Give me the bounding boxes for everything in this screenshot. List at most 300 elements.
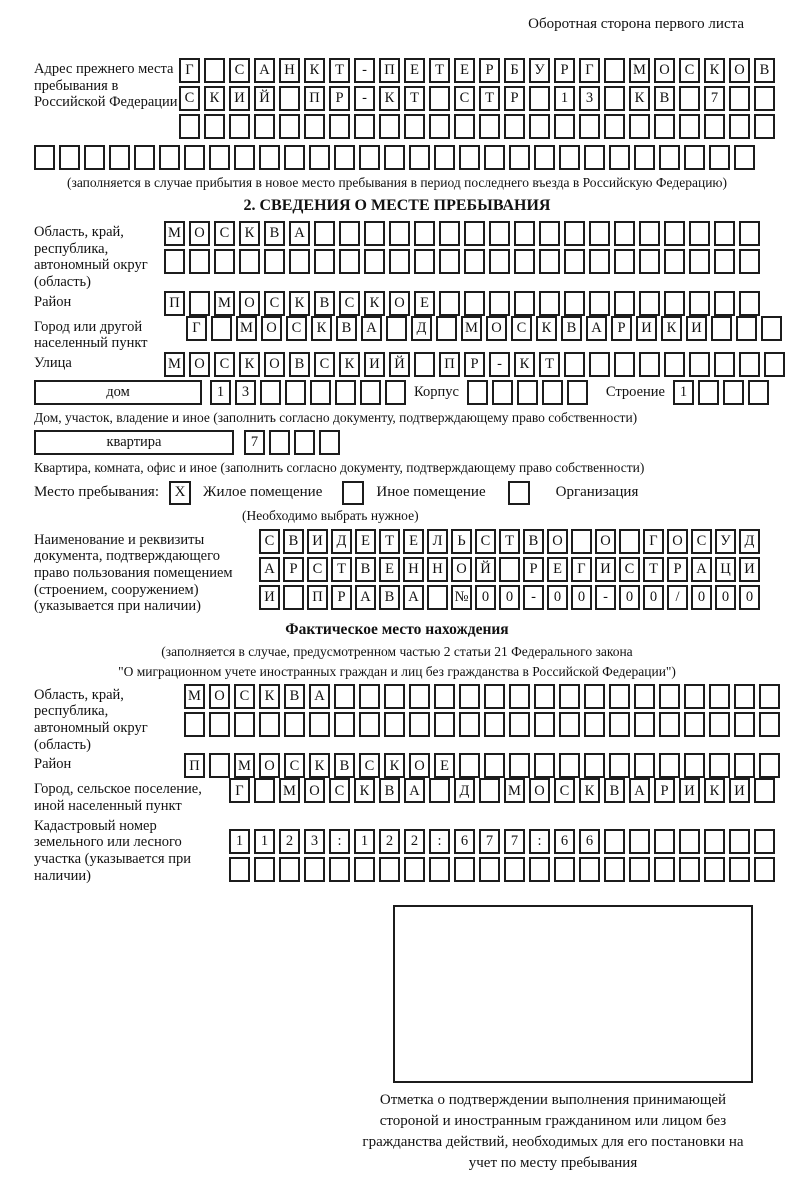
char-cell[interactable] [517, 380, 538, 405]
char-cell[interactable] [489, 249, 510, 274]
char-cell[interactable] [584, 753, 605, 778]
char-cell[interactable] [385, 380, 406, 405]
char-cell[interactable] [704, 829, 725, 854]
char-cell[interactable] [689, 352, 710, 377]
char-cell[interactable] [539, 249, 560, 274]
char-cell[interactable]: С [259, 529, 280, 554]
char-cell[interactable]: С [307, 557, 328, 582]
char-cell[interactable]: С [286, 316, 307, 341]
char-cell[interactable]: Р [283, 557, 304, 582]
char-cell[interactable]: О [729, 58, 750, 83]
char-cell[interactable] [639, 291, 660, 316]
char-cell[interactable]: М [461, 316, 482, 341]
char-cell[interactable]: М [236, 316, 257, 341]
char-cell[interactable]: П [439, 352, 460, 377]
char-cell[interactable]: О [529, 778, 550, 803]
char-cell[interactable]: : [329, 829, 350, 854]
char-cell[interactable] [309, 712, 330, 737]
char-cell[interactable] [439, 249, 460, 274]
char-cell[interactable] [604, 829, 625, 854]
char-cell[interactable]: О [389, 291, 410, 316]
char-cell[interactable] [329, 857, 350, 882]
char-cell[interactable] [534, 145, 555, 170]
char-cell[interactable]: Й [389, 352, 410, 377]
char-cell[interactable] [499, 557, 520, 582]
char-cell[interactable] [279, 114, 300, 139]
char-cell[interactable] [409, 712, 430, 737]
char-cell[interactable] [429, 778, 450, 803]
char-cell[interactable]: Д [411, 316, 432, 341]
char-cell[interactable] [739, 291, 760, 316]
char-cell[interactable]: У [529, 58, 550, 83]
char-cell[interactable]: 0 [643, 585, 664, 610]
char-cell[interactable] [659, 684, 680, 709]
char-cell[interactable] [454, 857, 475, 882]
char-cell[interactable]: К [239, 221, 260, 246]
char-cell[interactable]: В [561, 316, 582, 341]
char-cell[interactable] [654, 829, 675, 854]
char-cell[interactable] [289, 249, 310, 274]
char-cell[interactable]: Г [179, 58, 200, 83]
char-cell[interactable]: С [314, 352, 335, 377]
char-cell[interactable]: 7 [504, 829, 525, 854]
char-cell[interactable]: М [164, 221, 185, 246]
char-cell[interactable]: А [355, 585, 376, 610]
char-cell[interactable] [589, 249, 610, 274]
char-cell[interactable] [386, 316, 407, 341]
char-cell[interactable] [754, 857, 775, 882]
char-cell[interactable]: К [704, 778, 725, 803]
char-cell[interactable] [429, 86, 450, 111]
char-cell[interactable]: С [511, 316, 532, 341]
char-cell[interactable] [739, 249, 760, 274]
char-cell[interactable] [734, 145, 755, 170]
char-cell[interactable] [409, 145, 430, 170]
char-cell[interactable] [761, 316, 782, 341]
char-cell[interactable]: Ь [451, 529, 472, 554]
char-cell[interactable] [359, 684, 380, 709]
char-cell[interactable]: 0 [691, 585, 712, 610]
char-cell[interactable] [748, 380, 769, 405]
char-cell[interactable]: А [629, 778, 650, 803]
char-cell[interactable]: К [379, 86, 400, 111]
char-cell[interactable]: К [354, 778, 375, 803]
char-cell[interactable] [571, 529, 592, 554]
char-cell[interactable]: А [404, 778, 425, 803]
char-cell[interactable]: К [311, 316, 332, 341]
char-cell[interactable]: Г [579, 58, 600, 83]
char-cell[interactable] [429, 857, 450, 882]
char-cell[interactable]: М [184, 684, 205, 709]
char-cell[interactable]: А [403, 585, 424, 610]
char-cell[interactable] [514, 221, 535, 246]
char-cell[interactable]: 7 [704, 86, 725, 111]
char-cell[interactable]: 1 [254, 829, 275, 854]
checkbox-residential[interactable]: X [169, 481, 191, 505]
char-cell[interactable]: У [715, 529, 736, 554]
char-cell[interactable]: И [259, 585, 280, 610]
char-cell[interactable] [654, 857, 675, 882]
char-cell[interactable] [514, 291, 535, 316]
char-cell[interactable] [354, 857, 375, 882]
char-cell[interactable]: Л [427, 529, 448, 554]
char-cell[interactable] [314, 249, 335, 274]
char-cell[interactable] [564, 291, 585, 316]
char-cell[interactable]: - [523, 585, 544, 610]
char-cell[interactable]: 1 [354, 829, 375, 854]
char-cell[interactable] [464, 249, 485, 274]
char-cell[interactable] [679, 86, 700, 111]
char-cell[interactable] [614, 291, 635, 316]
char-cell[interactable] [739, 352, 760, 377]
char-cell[interactable]: М [629, 58, 650, 83]
char-cell[interactable]: Р [479, 58, 500, 83]
char-cell[interactable] [329, 114, 350, 139]
char-cell[interactable]: А [289, 221, 310, 246]
char-cell[interactable] [729, 829, 750, 854]
char-cell[interactable]: Е [454, 58, 475, 83]
char-cell[interactable] [389, 249, 410, 274]
char-cell[interactable] [534, 684, 555, 709]
char-cell[interactable]: М [234, 753, 255, 778]
char-cell[interactable]: Й [254, 86, 275, 111]
char-cell[interactable]: 7 [244, 430, 265, 455]
char-cell[interactable] [304, 114, 325, 139]
char-cell[interactable]: Н [403, 557, 424, 582]
char-cell[interactable]: С [284, 753, 305, 778]
char-cell[interactable] [254, 857, 275, 882]
char-cell[interactable]: : [529, 829, 550, 854]
char-cell[interactable] [764, 352, 785, 377]
char-cell[interactable] [464, 291, 485, 316]
char-cell[interactable] [184, 145, 205, 170]
char-cell[interactable] [714, 291, 735, 316]
char-cell[interactable] [439, 291, 460, 316]
char-cell[interactable]: Г [643, 529, 664, 554]
char-cell[interactable] [259, 712, 280, 737]
char-cell[interactable]: - [354, 86, 375, 111]
char-cell[interactable] [59, 145, 80, 170]
char-cell[interactable]: С [264, 291, 285, 316]
char-cell[interactable]: Е [547, 557, 568, 582]
char-cell[interactable]: С [179, 86, 200, 111]
char-cell[interactable]: 3 [304, 829, 325, 854]
char-cell[interactable] [629, 114, 650, 139]
char-cell[interactable] [334, 145, 355, 170]
char-cell[interactable]: С [691, 529, 712, 554]
char-cell[interactable] [559, 145, 580, 170]
char-cell[interactable] [364, 221, 385, 246]
char-cell[interactable] [609, 145, 630, 170]
char-cell[interactable] [754, 86, 775, 111]
char-cell[interactable] [339, 249, 360, 274]
char-cell[interactable] [659, 753, 680, 778]
char-cell[interactable] [454, 114, 475, 139]
char-cell[interactable]: М [504, 778, 525, 803]
char-cell[interactable] [354, 114, 375, 139]
char-cell[interactable]: К [661, 316, 682, 341]
char-cell[interactable]: Н [427, 557, 448, 582]
char-cell[interactable] [664, 249, 685, 274]
char-cell[interactable] [534, 712, 555, 737]
char-cell[interactable]: 1 [229, 829, 250, 854]
char-cell[interactable] [504, 114, 525, 139]
char-cell[interactable]: Е [414, 291, 435, 316]
char-cell[interactable] [436, 316, 457, 341]
char-cell[interactable]: № [451, 585, 472, 610]
char-cell[interactable] [214, 249, 235, 274]
char-cell[interactable] [709, 753, 730, 778]
char-cell[interactable] [754, 778, 775, 803]
char-cell[interactable] [459, 712, 480, 737]
char-cell[interactable]: О [239, 291, 260, 316]
char-cell[interactable]: Р [464, 352, 485, 377]
char-cell[interactable] [134, 145, 155, 170]
char-cell[interactable]: А [254, 58, 275, 83]
char-cell[interactable]: 6 [554, 829, 575, 854]
char-cell[interactable] [736, 316, 757, 341]
char-cell[interactable] [179, 114, 200, 139]
char-cell[interactable] [634, 684, 655, 709]
char-cell[interactable]: И [595, 557, 616, 582]
char-cell[interactable]: 1 [554, 86, 575, 111]
char-cell[interactable] [209, 712, 230, 737]
char-cell[interactable]: К [204, 86, 225, 111]
char-cell[interactable] [664, 352, 685, 377]
char-cell[interactable] [664, 291, 685, 316]
char-cell[interactable]: В [604, 778, 625, 803]
char-cell[interactable]: Т [479, 86, 500, 111]
char-cell[interactable] [579, 857, 600, 882]
char-cell[interactable]: Г [186, 316, 207, 341]
char-cell[interactable]: К [309, 753, 330, 778]
char-cell[interactable]: О [189, 352, 210, 377]
char-cell[interactable]: В [284, 684, 305, 709]
char-cell[interactable] [234, 145, 255, 170]
checkbox-other-premises[interactable] [342, 481, 364, 505]
char-cell[interactable] [514, 249, 535, 274]
char-cell[interactable]: О [654, 58, 675, 83]
char-cell[interactable]: 0 [571, 585, 592, 610]
char-cell[interactable]: 0 [475, 585, 496, 610]
char-cell[interactable]: Р [329, 86, 350, 111]
char-cell[interactable] [614, 249, 635, 274]
char-cell[interactable] [309, 145, 330, 170]
char-cell[interactable] [109, 145, 130, 170]
char-cell[interactable] [564, 249, 585, 274]
char-cell[interactable] [564, 221, 585, 246]
char-cell[interactable] [559, 753, 580, 778]
char-cell[interactable]: Т [429, 58, 450, 83]
char-cell[interactable] [589, 221, 610, 246]
char-cell[interactable] [639, 352, 660, 377]
char-cell[interactable] [189, 291, 210, 316]
char-cell[interactable] [759, 753, 780, 778]
char-cell[interactable] [484, 684, 505, 709]
char-cell[interactable] [264, 249, 285, 274]
char-cell[interactable] [204, 58, 225, 83]
char-cell[interactable] [509, 145, 530, 170]
char-cell[interactable] [579, 114, 600, 139]
char-cell[interactable] [684, 145, 705, 170]
char-cell[interactable]: Д [454, 778, 475, 803]
char-cell[interactable] [634, 712, 655, 737]
char-cell[interactable]: Т [643, 557, 664, 582]
char-cell[interactable]: О [261, 316, 282, 341]
char-cell[interactable]: В [336, 316, 357, 341]
char-cell[interactable] [604, 58, 625, 83]
char-cell[interactable]: П [164, 291, 185, 316]
char-cell[interactable] [659, 145, 680, 170]
char-cell[interactable]: К [304, 58, 325, 83]
char-cell[interactable] [234, 712, 255, 737]
char-cell[interactable] [584, 684, 605, 709]
char-cell[interactable] [734, 753, 755, 778]
char-cell[interactable]: С [339, 291, 360, 316]
char-cell[interactable] [414, 221, 435, 246]
char-cell[interactable] [714, 249, 735, 274]
char-cell[interactable] [279, 857, 300, 882]
char-cell[interactable] [654, 114, 675, 139]
char-cell[interactable] [723, 380, 744, 405]
char-cell[interactable] [319, 430, 340, 455]
char-cell[interactable]: И [739, 557, 760, 582]
char-cell[interactable] [259, 145, 280, 170]
char-cell[interactable]: К [259, 684, 280, 709]
char-cell[interactable] [554, 857, 575, 882]
char-cell[interactable]: 0 [499, 585, 520, 610]
char-cell[interactable] [689, 249, 710, 274]
char-cell[interactable]: Й [475, 557, 496, 582]
char-cell[interactable] [479, 857, 500, 882]
char-cell[interactable]: Д [331, 529, 352, 554]
char-cell[interactable]: 6 [454, 829, 475, 854]
char-cell[interactable] [684, 712, 705, 737]
char-cell[interactable]: В [289, 352, 310, 377]
char-cell[interactable] [209, 753, 230, 778]
char-cell[interactable]: Р [504, 86, 525, 111]
char-cell[interactable] [335, 380, 356, 405]
char-cell[interactable]: 3 [579, 86, 600, 111]
char-cell[interactable]: С [234, 684, 255, 709]
char-cell[interactable]: 0 [739, 585, 760, 610]
char-cell[interactable]: С [619, 557, 640, 582]
char-cell[interactable] [709, 684, 730, 709]
char-cell[interactable] [414, 352, 435, 377]
char-cell[interactable]: С [229, 58, 250, 83]
char-cell[interactable]: Р [611, 316, 632, 341]
char-cell[interactable] [529, 857, 550, 882]
char-cell[interactable]: И [686, 316, 707, 341]
char-cell[interactable]: О [209, 684, 230, 709]
char-cell[interactable] [529, 114, 550, 139]
char-cell[interactable]: / [667, 585, 688, 610]
char-cell[interactable] [360, 380, 381, 405]
char-cell[interactable]: И [729, 778, 750, 803]
char-cell[interactable] [734, 712, 755, 737]
char-cell[interactable]: Т [539, 352, 560, 377]
char-cell[interactable] [609, 712, 630, 737]
char-cell[interactable] [384, 684, 405, 709]
char-cell[interactable] [711, 316, 732, 341]
char-cell[interactable]: Н [279, 58, 300, 83]
char-cell[interactable] [759, 684, 780, 709]
char-cell[interactable]: 3 [235, 380, 256, 405]
char-cell[interactable] [634, 145, 655, 170]
char-cell[interactable] [229, 114, 250, 139]
char-cell[interactable] [754, 114, 775, 139]
char-cell[interactable] [159, 145, 180, 170]
char-cell[interactable]: И [229, 86, 250, 111]
char-cell[interactable]: В [264, 221, 285, 246]
char-cell[interactable]: К [384, 753, 405, 778]
char-cell[interactable]: 6 [579, 829, 600, 854]
char-cell[interactable] [604, 857, 625, 882]
char-cell[interactable] [269, 430, 290, 455]
char-cell[interactable]: Е [434, 753, 455, 778]
char-cell[interactable] [659, 712, 680, 737]
char-cell[interactable]: К [579, 778, 600, 803]
char-cell[interactable]: 0 [547, 585, 568, 610]
char-cell[interactable] [529, 86, 550, 111]
char-cell[interactable] [284, 712, 305, 737]
char-cell[interactable]: А [361, 316, 382, 341]
char-cell[interactable] [729, 86, 750, 111]
char-cell[interactable] [584, 712, 605, 737]
char-cell[interactable] [204, 114, 225, 139]
char-cell[interactable]: О [304, 778, 325, 803]
char-cell[interactable] [604, 86, 625, 111]
char-cell[interactable] [434, 145, 455, 170]
char-cell[interactable]: К [514, 352, 535, 377]
char-cell[interactable]: Е [404, 58, 425, 83]
char-cell[interactable] [414, 249, 435, 274]
char-cell[interactable]: : [429, 829, 450, 854]
char-cell[interactable] [484, 145, 505, 170]
char-cell[interactable] [434, 712, 455, 737]
char-cell[interactable] [567, 380, 588, 405]
char-cell[interactable]: Е [379, 557, 400, 582]
char-cell[interactable] [384, 712, 405, 737]
char-cell[interactable] [484, 712, 505, 737]
char-cell[interactable]: П [307, 585, 328, 610]
char-cell[interactable]: А [691, 557, 712, 582]
char-cell[interactable]: Т [379, 529, 400, 554]
char-cell[interactable] [359, 712, 380, 737]
char-cell[interactable]: 1 [673, 380, 694, 405]
char-cell[interactable] [479, 114, 500, 139]
char-cell[interactable] [559, 684, 580, 709]
char-cell[interactable] [509, 684, 530, 709]
char-cell[interactable] [509, 753, 530, 778]
char-cell[interactable] [314, 221, 335, 246]
char-cell[interactable] [184, 712, 205, 737]
char-cell[interactable] [704, 114, 725, 139]
char-cell[interactable]: 7 [479, 829, 500, 854]
char-cell[interactable] [609, 753, 630, 778]
char-cell[interactable]: Е [403, 529, 424, 554]
char-cell[interactable]: К [339, 352, 360, 377]
char-cell[interactable] [614, 221, 635, 246]
char-cell[interactable]: А [586, 316, 607, 341]
char-cell[interactable] [359, 145, 380, 170]
char-cell[interactable]: В [379, 585, 400, 610]
char-cell[interactable] [84, 145, 105, 170]
char-cell[interactable] [734, 684, 755, 709]
char-cell[interactable] [684, 684, 705, 709]
char-cell[interactable]: К [704, 58, 725, 83]
char-cell[interactable]: 0 [619, 585, 640, 610]
